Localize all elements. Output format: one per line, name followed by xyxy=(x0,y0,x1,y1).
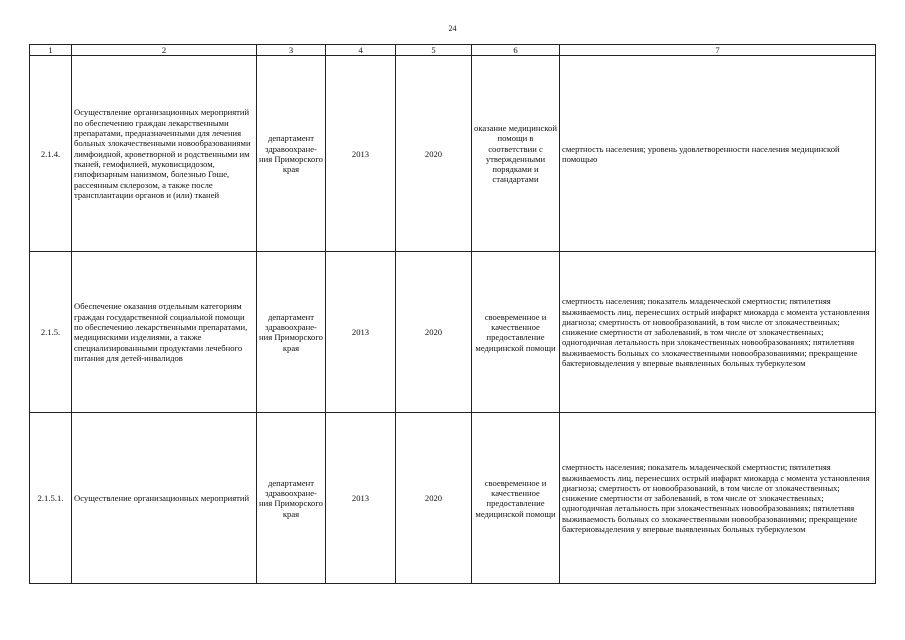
table-row xyxy=(30,413,876,584)
column-number: 1 xyxy=(30,45,72,56)
table-row xyxy=(30,252,876,413)
result-cell: своевременное и качественное предоставление медицинской помощи xyxy=(472,413,560,584)
activity-cell: Обеспечение оказания отдельным категориям граждан государственной социальной помощи по обеспечению лекарственными препаратами, медицинскими изделиями, а также специализированными продуктами лечебного питания для детей-инвалидов xyxy=(72,252,257,413)
end-year-cell: 2020 xyxy=(396,56,472,252)
column-number: 7 xyxy=(560,45,876,56)
activity-cell: Осуществление организационных мероприятий по обеспечению граждан лекарственными препаратами, предназначенными для лечения больных злокачественными новообразованиями лимфоидной, кроветворной и родственными им тканей, гемофилией, муковисцидозом, гипофизарным нанизмом, болезнью Гоше, рассеянным склерозом, а также после трансплантации органов и (или) тканей xyxy=(72,56,257,252)
activity-cell: Осуществление организационных мероприятий xyxy=(72,413,257,584)
executor-cell: департамент здравоохране-ния Приморского края xyxy=(257,413,326,584)
executor-cell: департамент здравоохране-ния Приморского края xyxy=(257,252,326,413)
indicators-cell: смертность населения; показатель младенческой смертности; пятилетняя выживаемость лиц, перенесших острый инфаркт миокарда с момента установления диагноза; смертность от новообразований, в том числе от злокачественных; снижение смертности от заболеваний, в том числе от злокачественных; одногодичная летальность при злокачественных новообразованиях; пятилетняя выживаемость больных со злокачественными новообразованиями; прекращение бактериовыделения у впервые выявленных больных туберкулезом xyxy=(560,413,876,584)
start-year-cell: 2013 xyxy=(326,252,396,413)
program-table xyxy=(29,44,876,584)
start-year-cell: 2013 xyxy=(326,56,396,252)
page-number: 24 xyxy=(448,24,457,33)
indicators-cell: смертность населения; показатель младенческой смертности; пятилетняя выживаемость лиц, перенесших острый инфаркт миокарда с момента установления диагноза; смертность от новообразований, в том числе от злокачественных; снижение смертности от заболеваний, в том числе от злокачественных; одногодичная летальность при злокачественных новообразованиях; пятилетняя выживаемость больных со злокачественными новообразованиями; прекращение бактериовыделения у впервые выявленных больных туберкулезом xyxy=(560,252,876,413)
end-year-cell: 2020 xyxy=(396,252,472,413)
column-number: 6 xyxy=(472,45,560,56)
column-number-row xyxy=(30,45,876,56)
executor-cell: департамент здравоохране-ния Приморского края xyxy=(257,56,326,252)
column-number: 5 xyxy=(396,45,472,56)
row-number: 2.1.5. xyxy=(30,252,72,413)
row-number: 2.1.5.1. xyxy=(30,413,72,584)
column-number: 3 xyxy=(257,45,326,56)
result-cell: оказание медицинской помощи в соответствии с утвержденными порядками и стандартами xyxy=(472,56,560,252)
end-year-cell: 2020 xyxy=(396,413,472,584)
table-row xyxy=(30,56,876,252)
row-number: 2.1.4. xyxy=(30,56,72,252)
column-number: 4 xyxy=(326,45,396,56)
column-number: 2 xyxy=(72,45,257,56)
result-cell: своевременное и качественное предоставление медицинской помощи xyxy=(472,252,560,413)
indicators-cell: смертность населения; уровень удовлетворенности населения медицинской помощью xyxy=(560,56,876,252)
start-year-cell: 2013 xyxy=(326,413,396,584)
